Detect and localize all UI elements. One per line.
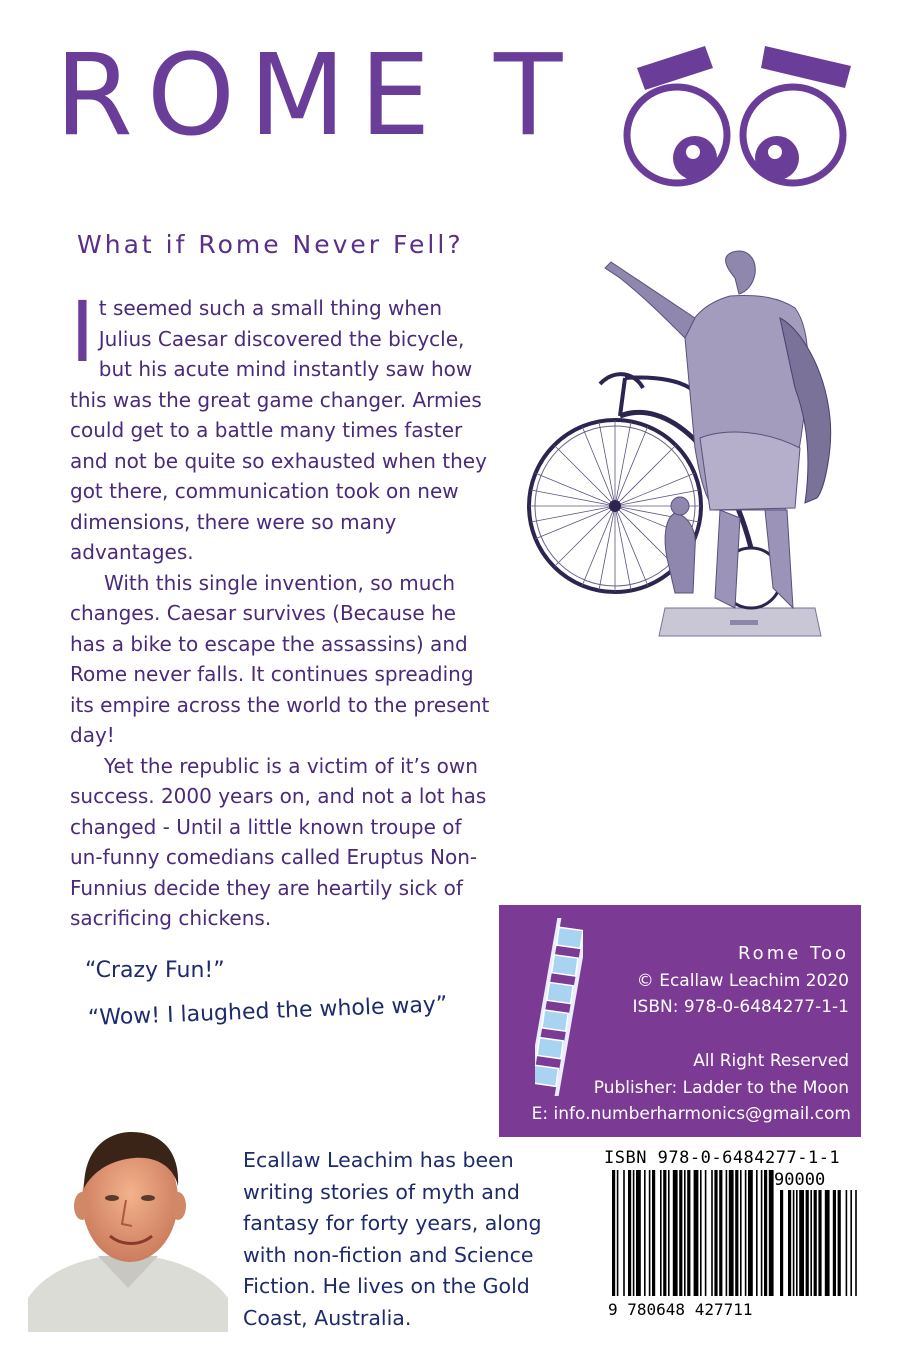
blurb-text (70, 283, 490, 934)
barcode (612, 1170, 858, 1320)
ladder-logo-icon (535, 918, 583, 1096)
barcode-digits: 9 780648 427711 (608, 1300, 753, 1319)
barcode-bar (636, 1170, 641, 1296)
barcode-bar (726, 1170, 728, 1296)
tagline: What if Rome Never Fell? (77, 230, 464, 259)
barcode-bar (810, 1190, 812, 1296)
blurb-paragraph-2: With this single invention, so much changes. Caesar survives (Because he has a bike to escape the assassins) and Rome never falls. It continues spreading its empire across the world to the present day! (70, 570, 490, 747)
barcode-bar (644, 1170, 646, 1296)
email-line: E: info.numberharmonics@gmail.com (531, 1104, 851, 1124)
isbn-line: ISBN: 978-0-6484277-1-1 (632, 997, 849, 1017)
title-word-too-start: T (493, 31, 577, 161)
barcode-bar (649, 1170, 651, 1296)
barcode-bar (714, 1170, 717, 1296)
barcode-bar (850, 1190, 852, 1296)
barcode-bar (729, 1170, 734, 1296)
copyright-line: © Ecallaw Leachim 2020 (636, 971, 849, 991)
barcode-bar (711, 1170, 713, 1296)
blurb-paragraph-1: t seemed such a small thing when Julius Caesar discovered the bicycle, but his acute mind instantly saw how this was the great game changer. Armies could get to a battle many times faster and not be quite so exhausted when they got there, communication took on new dimensions, there were so many advantages. (70, 296, 487, 564)
barcode-bar (825, 1190, 830, 1296)
barcode-bar (740, 1170, 742, 1296)
barcode-bar (769, 1170, 774, 1296)
barcode-isbn-label: ISBN 978-0-6484277-1-1 (604, 1148, 841, 1168)
barcode-bar (673, 1170, 678, 1296)
barcode-bar (855, 1190, 857, 1296)
book-title (55, 31, 577, 161)
barcode-price-code: 90000 (774, 1170, 826, 1190)
barcode-bar (633, 1170, 635, 1296)
barcode-bar (846, 1190, 848, 1296)
barcode-bar (814, 1190, 817, 1296)
barcode-bar (623, 1170, 625, 1296)
blurb-paragraph-3: Yet the republic is a victim of it’s own success. 2000 years on, and not a lot has changed - Until a little known troupe of un-funny comedians called Eruptus Non-Funnius decide they are heartily sick of sacrificing chickens. (70, 753, 487, 930)
barcode-bar (612, 1170, 615, 1296)
barcode-bar (679, 1170, 682, 1296)
barcode-bar (687, 1170, 690, 1296)
barcode-bar (799, 1190, 804, 1296)
barcode-bar (700, 1170, 702, 1296)
barcode-bar (684, 1170, 686, 1296)
barcode-bar (705, 1170, 707, 1296)
barcode-bar (780, 1190, 783, 1296)
publisher-line: Publisher: Ladder to the Moon (593, 1078, 849, 1098)
author-photo (28, 1128, 228, 1332)
author-bio: Ecallaw Leachim has been writing stories of myth and fantasy for forty years, along with non-fiction and Science Fiction. He lives on the Gold Coast, Australia. (243, 1148, 542, 1330)
barcode-bar (719, 1170, 722, 1296)
barcode-bar (628, 1170, 631, 1296)
barcode-bar (663, 1170, 666, 1296)
barcode-bar (660, 1170, 662, 1296)
barcode-bar (735, 1170, 738, 1296)
cartoon-eyes-icon (615, 40, 860, 190)
barcode-bar (806, 1190, 809, 1296)
rights-line: All Right Reserved (693, 1051, 849, 1071)
barcode-bar (838, 1190, 841, 1296)
barcode-bar (833, 1190, 836, 1296)
barcode-bar (756, 1170, 758, 1296)
title-word-rome: ROME (55, 31, 445, 161)
barcode-bar (796, 1190, 798, 1296)
barcode-bar (745, 1170, 747, 1296)
barcode-bar (818, 1190, 821, 1296)
barcode-bar (748, 1170, 753, 1296)
barcode-bar (617, 1170, 619, 1296)
barcode-bar (764, 1170, 767, 1296)
drop-cap: I (70, 283, 95, 381)
review-quote-2: “Wow! I laughed the whole way” (87, 992, 448, 1031)
barcode-bar (652, 1170, 655, 1296)
barcode-bar (668, 1170, 670, 1296)
barcode-bar (788, 1190, 791, 1296)
review-quote-1: “Crazy Fun!” (85, 958, 225, 983)
publisher-book-title: Rome Too (737, 943, 849, 964)
barcode-bar (694, 1170, 699, 1296)
barcode-bar (793, 1190, 795, 1296)
caesar-statue-with-bicycle-illustration (525, 248, 835, 638)
barcode-bar (761, 1170, 763, 1296)
